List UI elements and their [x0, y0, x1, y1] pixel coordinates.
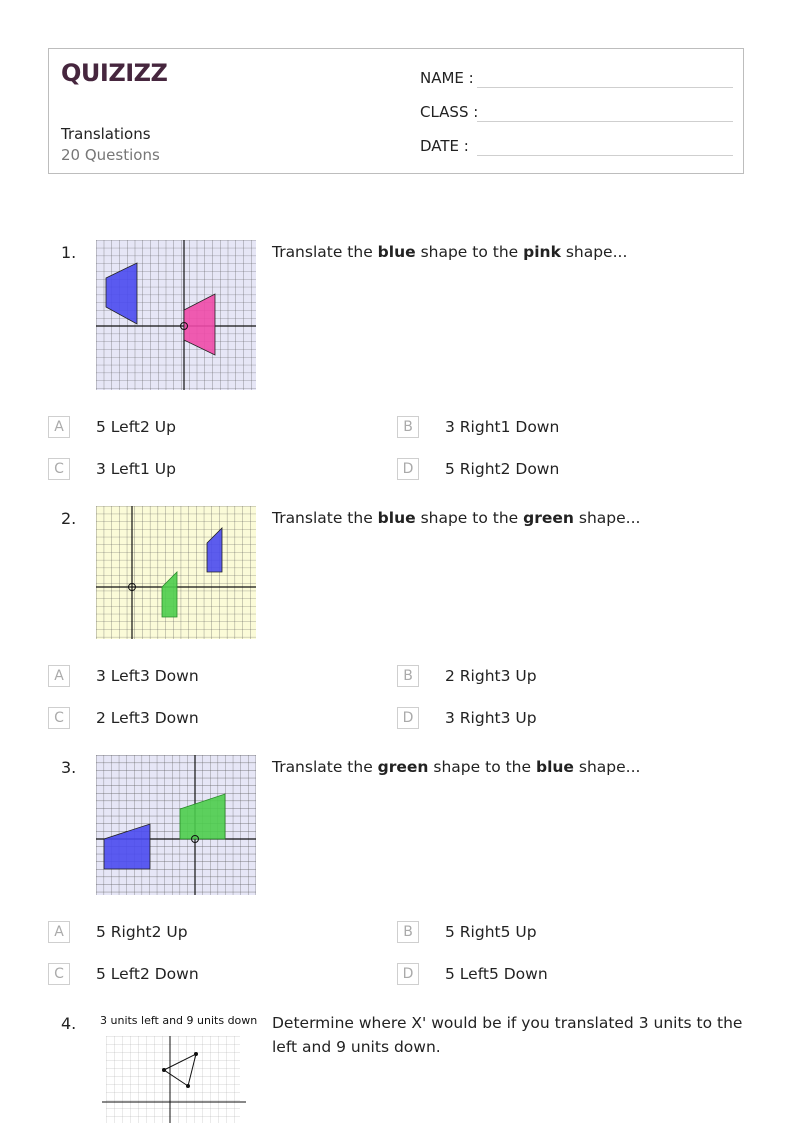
option-letter-d[interactable]: D — [397, 458, 419, 480]
date-label: DATE : — [420, 137, 469, 155]
option-letter-d[interactable]: D — [397, 963, 419, 985]
option-text[interactable]: 5 Right5 Up — [445, 923, 537, 941]
point-x — [162, 1068, 166, 1072]
question-number: 4. — [61, 1014, 77, 1033]
question-4-graph — [98, 1012, 258, 1123]
question-number: 1. — [61, 243, 77, 262]
option-letter-c[interactable]: C — [48, 458, 70, 480]
name-line — [477, 87, 733, 88]
class-field[interactable] — [420, 103, 478, 121]
question-1-text: Translate the blue shape to the pink shape... — [272, 243, 628, 261]
question-number: 3. — [61, 758, 77, 777]
option-text[interactable]: 5 Left2 Down — [96, 965, 199, 983]
question-1-graph — [96, 240, 256, 390]
option-text[interactable]: 3 Left1 Up — [96, 460, 176, 478]
name-label: NAME : — [420, 69, 474, 87]
question-count: 20 Questions — [61, 146, 160, 164]
point-y — [194, 1052, 198, 1056]
option-letter-d[interactable]: D — [397, 707, 419, 729]
question-3-text: Translate the green shape to the blue shape... — [272, 758, 641, 776]
name-field[interactable] — [420, 69, 474, 87]
option-letter-a[interactable]: A — [48, 921, 70, 943]
option-text[interactable]: 5 Left5 Down — [445, 965, 548, 983]
graph-caption: 3 units left and 9 units down — [100, 1014, 258, 1027]
date-line — [477, 155, 733, 156]
option-letter-a[interactable]: A — [48, 665, 70, 687]
question-number: 2. — [61, 509, 77, 528]
class-line — [477, 121, 733, 122]
grid-lines — [96, 755, 256, 895]
option-letter-c[interactable]: C — [48, 707, 70, 729]
option-letter-a[interactable]: A — [48, 416, 70, 438]
option-text[interactable]: 5 Right2 Down — [445, 460, 560, 478]
option-letter-c[interactable]: C — [48, 963, 70, 985]
option-text[interactable]: 2 Right3 Up — [445, 667, 537, 685]
point-z — [186, 1084, 190, 1088]
option-text[interactable]: 3 Right1 Down — [445, 418, 560, 436]
option-letter-b[interactable]: B — [397, 921, 419, 943]
question-4-text: Determine where X' would be if you translated 3 units to the left and 9 units down. — [272, 1014, 743, 1056]
option-letter-b[interactable]: B — [397, 416, 419, 438]
worksheet-title: Translations — [61, 125, 151, 143]
option-text[interactable]: 5 Right2 Up — [96, 923, 188, 941]
question-2-text: Translate the blue shape to the green shape... — [272, 509, 641, 527]
grid-lines — [106, 1036, 240, 1123]
option-text[interactable]: 3 Right3 Up — [445, 709, 537, 727]
class-label: CLASS : — [420, 103, 479, 121]
question-3-graph — [96, 755, 256, 895]
date-field[interactable] — [420, 137, 469, 155]
worksheet-header — [48, 48, 744, 174]
option-letter-b[interactable]: B — [397, 665, 419, 687]
option-text[interactable]: 5 Left2 Up — [96, 418, 176, 436]
option-text[interactable]: 3 Left3 Down — [96, 667, 199, 685]
question-2-graph — [96, 506, 256, 639]
quizizz-logo: QUIZIZZ — [61, 59, 168, 87]
option-text[interactable]: 2 Left3 Down — [96, 709, 199, 727]
